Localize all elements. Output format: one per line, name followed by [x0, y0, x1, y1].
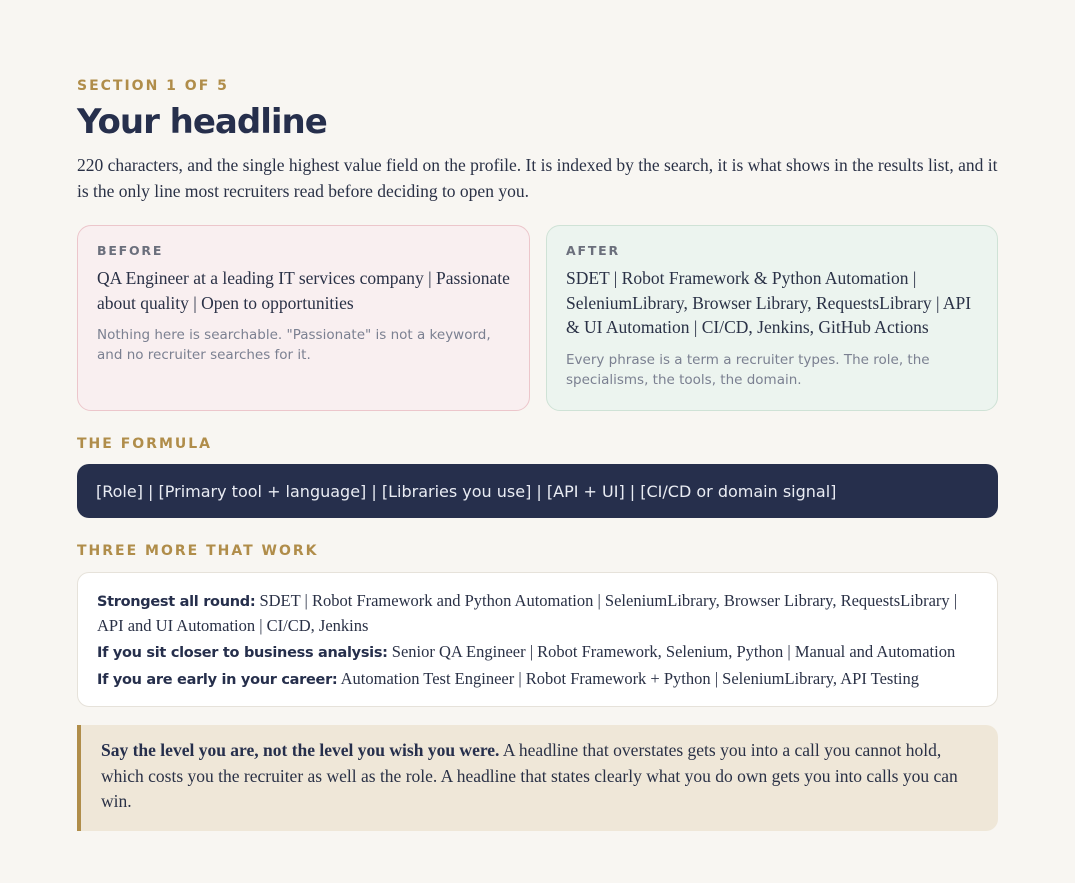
- example-item: [97, 640, 978, 665]
- example-text: Automation Test Engineer | Robot Framework + Python | SeleniumLibrary, API Testing: [340, 669, 920, 688]
- headline-section: [77, 78, 998, 831]
- before-note: Nothing here is searchable. "Passionate" is not a keyword, and no recruiter searches for it.: [97, 327, 491, 363]
- example-text: SDET | Robot Framework and Python Automation | SeleniumLibrary, Browser Library, RequestsLibrary | API and UI Automation | CI/CD, Jenkins: [97, 591, 958, 635]
- formula-label: THE FORMULA: [77, 436, 213, 452]
- example-item: [97, 667, 978, 692]
- examples-label: THREE MORE THAT WORK: [77, 543, 319, 559]
- before-card: [77, 225, 530, 411]
- formula-text: [Role] | [Primary tool + language] | [Libraries you use] | [API + UI] | [CI/CD or domain signal]: [96, 481, 837, 501]
- example-lead: Strongest all round:: [97, 594, 256, 610]
- advice-callout: [77, 725, 998, 831]
- example-text: Senior QA Engineer | Robot Framework, Selenium, Python | Manual and Automation: [391, 642, 956, 661]
- before-after-comparison: [77, 225, 998, 411]
- before-headline: QA Engineer at a leading IT services company | Passionate about quality | Open to opportunities: [97, 268, 510, 313]
- after-note: Every phrase is a term a recruiter types. The role, the specialisms, the tools, the domain.: [566, 351, 930, 388]
- callout-text: A headline that overstates gets you into a call you cannot hold, which costs you the recruiter as well as the role. A headline that states clearly what you do own gets you into calls you can win.: [101, 740, 958, 811]
- callout-lead: Say the level you are, not the level you wish you were.: [101, 740, 500, 760]
- section-eyebrow: SECTION 1 OF 5: [77, 78, 229, 94]
- after-card: [546, 225, 998, 411]
- example-lead: If you are early in your career:: [97, 672, 338, 688]
- example-lead: If you sit closer to business analysis:: [97, 645, 388, 661]
- examples-box: [77, 572, 998, 707]
- after-label: AFTER: [566, 243, 620, 258]
- intro-paragraph: 220 characters, and the single highest value field on the profile. It is indexed by the search, it is what shows in the results list, and it is the only line most recruiters read before deciding to open you.: [77, 155, 998, 201]
- after-headline: SDET | Robot Framework & Python Automation | SeleniumLibrary, Browser Library, RequestsLibrary | API & UI Automation | CI/CD, Jenkins, GitHub Actions: [566, 268, 972, 337]
- example-item: [97, 589, 978, 638]
- page-title: Your headline: [77, 102, 327, 142]
- before-label: BEFORE: [97, 243, 164, 258]
- formula-box: [77, 464, 998, 518]
